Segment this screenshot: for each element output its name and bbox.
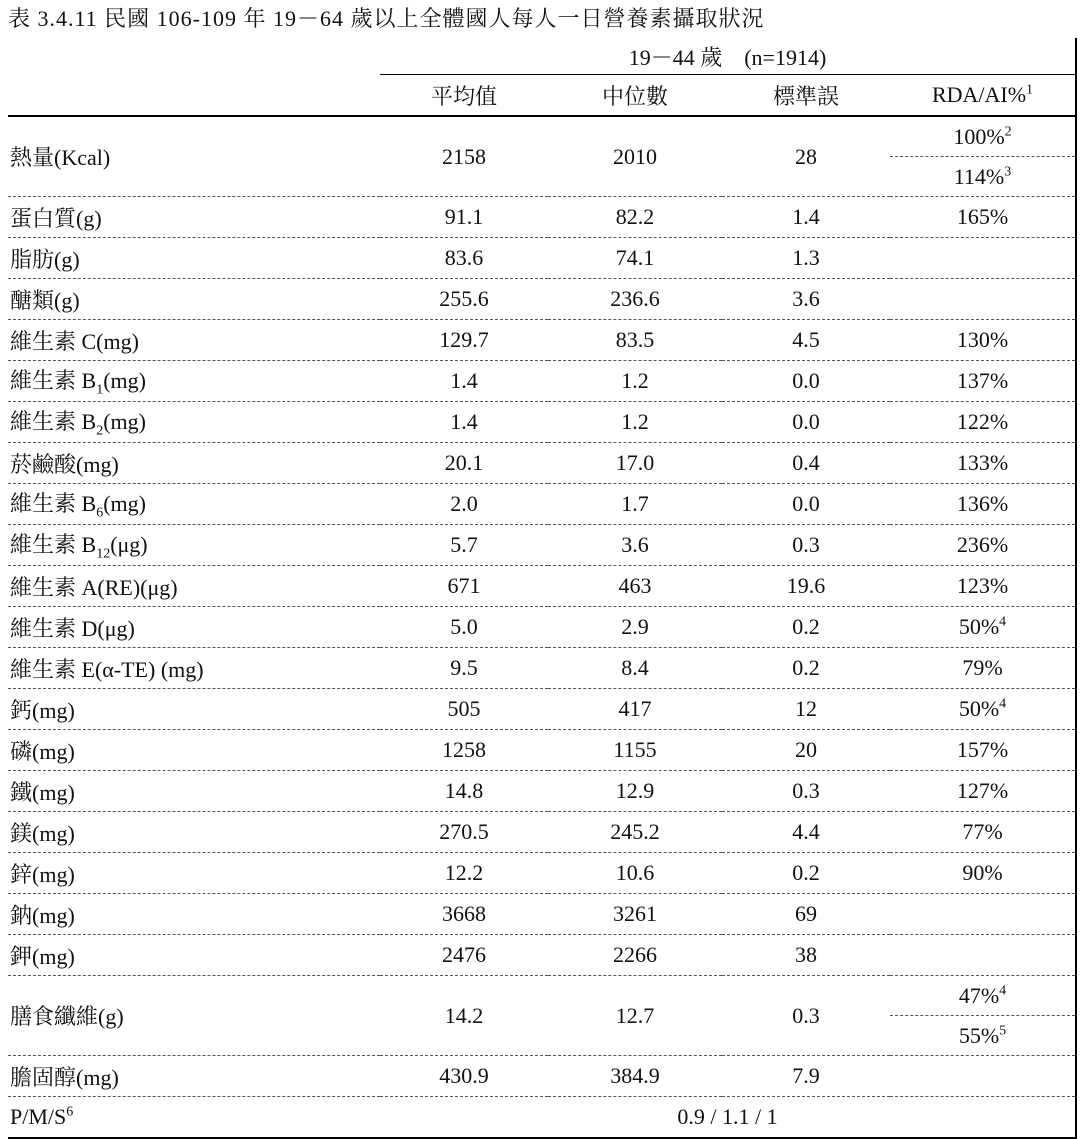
col-rda-header: RDA/AI%$^1$: [890, 75, 1076, 117]
cell-rda: 130%: [890, 320, 1076, 361]
cell-mean: 20.1: [380, 443, 548, 484]
cell-mean: 2.0: [380, 484, 548, 525]
cell-rda: 157%: [890, 730, 1076, 771]
cell-se: 3.6: [722, 279, 890, 320]
row-label: 鋅(mg): [8, 853, 380, 894]
cell-se: 28: [722, 116, 890, 197]
table-row: [8, 935, 1076, 976]
row-label: 鈉(mg): [8, 894, 380, 935]
cell-mean: 671: [380, 566, 548, 607]
cell-rda: [890, 1056, 1076, 1097]
row-label: 鐵(mg): [8, 771, 380, 812]
cell-rda: 79%: [890, 648, 1076, 689]
cell-rda: 90%: [890, 853, 1076, 894]
row-label: 維生素 $B_6(mg)$: [8, 484, 380, 525]
cell-median: 463: [548, 566, 722, 607]
table-row: [8, 320, 1076, 361]
row-label: $P/M/S^6$: [8, 1097, 380, 1139]
row-label: 鈣(mg): [8, 689, 380, 730]
table-row: [8, 361, 1076, 402]
cell-rda: 47%$^4$: [890, 976, 1076, 1016]
cell-median: 417: [548, 689, 722, 730]
cell-se: 0.3: [722, 976, 890, 1056]
cell-median: 2.9: [548, 607, 722, 648]
cell-rda: 127%: [890, 771, 1076, 812]
cell-mean: 12.2: [380, 853, 548, 894]
cell-rda: 137%: [890, 361, 1076, 402]
cell-se: 20: [722, 730, 890, 771]
cell-se: 0.2: [722, 648, 890, 689]
cell-mean: 255.6: [380, 279, 548, 320]
cell-mean: 505: [380, 689, 548, 730]
cell-median: 10.6: [548, 853, 722, 894]
cell-median: 236.6: [548, 279, 722, 320]
cell-se: 4.4: [722, 812, 890, 853]
row-label: 醣類(g): [8, 279, 380, 320]
table-row: [8, 853, 1076, 894]
cell-median: 2010: [548, 116, 722, 197]
table-row: [8, 525, 1076, 566]
cell-median: 3.6: [548, 525, 722, 566]
cell-rda: 77%: [890, 812, 1076, 853]
cell-median: 8.4: [548, 648, 722, 689]
table-row: [8, 1056, 1076, 1097]
cell-rda: 50%$^4$: [890, 607, 1076, 648]
row-label: 維生素 $B_2(mg)$: [8, 402, 380, 443]
table-row: [8, 197, 1076, 238]
cell-mean: 270.5: [380, 812, 548, 853]
cell-se: 7.9: [722, 1056, 890, 1097]
table-row: [8, 607, 1076, 648]
cell-median: 74.1: [548, 238, 722, 279]
cell-se: 38: [722, 935, 890, 976]
cell-se: 0.0: [722, 402, 890, 443]
table-row: [8, 812, 1076, 853]
row-label: 膽固醇(mg): [8, 1056, 380, 1097]
table-row: [8, 484, 1076, 525]
table-row: [8, 648, 1076, 689]
cell-se: 0.3: [722, 771, 890, 812]
cell-rda: 50%$^4$: [890, 689, 1076, 730]
cell-se: 0.2: [722, 607, 890, 648]
cell-mean: 14.8: [380, 771, 548, 812]
cell-se: 0.3: [722, 525, 890, 566]
cell-median: 83.5: [548, 320, 722, 361]
table-row: [8, 689, 1076, 730]
table-row: [8, 894, 1076, 935]
table-row: [8, 443, 1076, 484]
cell-mean: 14.2: [380, 976, 548, 1056]
cell-mean: 129.7: [380, 320, 548, 361]
cell-median: 1.2: [548, 402, 722, 443]
group-header-row: [8, 38, 1076, 75]
nutrient-intake-table: [8, 38, 1077, 1139]
cell-rda: 122%: [890, 402, 1076, 443]
cell-mean: 3668: [380, 894, 548, 935]
cell-mean: 430.9: [380, 1056, 548, 1097]
cell-mean: 1258: [380, 730, 548, 771]
cell-mean: 9.5: [380, 648, 548, 689]
cell-median: 82.2: [548, 197, 722, 238]
cell-median: 384.9: [548, 1056, 722, 1097]
table-row-energy: [8, 116, 1076, 157]
row-label: 維生素 $B_{12}(\mu g)$: [8, 525, 380, 566]
cell-se: 1.3: [722, 238, 890, 279]
cell-rda: [890, 894, 1076, 935]
cell-median: 12.7: [548, 976, 722, 1056]
cell-se: 1.4: [722, 197, 890, 238]
row-label: 維生素 $B_1(mg)$: [8, 361, 380, 402]
cell-rda: [890, 935, 1076, 976]
row-label: 熱量(Kcal): [8, 116, 380, 197]
cell-rda: 236%: [890, 525, 1076, 566]
cell-se: 0.0: [722, 484, 890, 525]
cell-mean: 5.0: [380, 607, 548, 648]
table-row: [8, 402, 1076, 443]
row-label: 維生素 A(RE)(μg): [8, 566, 380, 607]
row-label: 膳食纖維(g): [8, 976, 380, 1056]
pms-value: 0.9 / 1.1 / 1: [380, 1097, 1076, 1139]
cell-mean: 2476: [380, 935, 548, 976]
cell-se: 69: [722, 894, 890, 935]
cell-se: 19.6: [722, 566, 890, 607]
cell-median: 3261: [548, 894, 722, 935]
row-label: 鎂(mg): [8, 812, 380, 853]
cell-rda: [890, 238, 1076, 279]
cell-se: 0.4: [722, 443, 890, 484]
cell-median: 17.0: [548, 443, 722, 484]
cell-rda: 136%: [890, 484, 1076, 525]
cell-mean: 2158: [380, 116, 548, 197]
row-label: 菸鹼酸(mg): [8, 443, 380, 484]
cell-se: 4.5: [722, 320, 890, 361]
row-label: 鉀(mg): [8, 935, 380, 976]
cell-rda: 165%: [890, 197, 1076, 238]
column-header-row: [8, 75, 1076, 117]
cell-mean: 1.4: [380, 361, 548, 402]
cell-median: 1.2: [548, 361, 722, 402]
table-row: [8, 279, 1076, 320]
table-row: [8, 566, 1076, 607]
row-label: 磷(mg): [8, 730, 380, 771]
cell-median: 12.9: [548, 771, 722, 812]
col-mean-header: 平均值: [380, 75, 548, 117]
cell-median: 2266: [548, 935, 722, 976]
cell-se: 0.2: [722, 853, 890, 894]
row-label: 蛋白質(g): [8, 197, 380, 238]
cell-rda: 100%$^2$: [890, 116, 1076, 157]
cell-mean: 5.7: [380, 525, 548, 566]
cell-rda-alt: 55%$^5$: [890, 1016, 1076, 1056]
table-caption: 表 3.4.11 民國 106-109 年 19－64 歲以上全體國人每人一日營養素攝取狀況: [8, 6, 765, 31]
cell-se: 12: [722, 689, 890, 730]
row-label: 維生素 D(μg): [8, 607, 380, 648]
cell-mean: 91.1: [380, 197, 548, 238]
cell-median: 1.7: [548, 484, 722, 525]
row-label: 脂肪(g): [8, 238, 380, 279]
cell-median: 1155: [548, 730, 722, 771]
row-label: 維生素 E(α-TE) (mg): [8, 648, 380, 689]
col-se-header: 標準誤: [722, 75, 890, 117]
cell-median: 245.2: [548, 812, 722, 853]
cell-rda: 133%: [890, 443, 1076, 484]
table-row: [8, 730, 1076, 771]
table-row-pms: [8, 1097, 1076, 1139]
table-row: [8, 238, 1076, 279]
row-label: 維生素 C(mg): [8, 320, 380, 361]
table-row-fiber: [8, 976, 1076, 1016]
cell-rda: 123%: [890, 566, 1076, 607]
col-median-header: 中位數: [548, 75, 722, 117]
cell-mean: 83.6: [380, 238, 548, 279]
cell-mean: 1.4: [380, 402, 548, 443]
table-row: [8, 771, 1076, 812]
cell-rda-alt: 114%$^3$: [890, 157, 1076, 197]
cell-rda: [890, 279, 1076, 320]
age-group-header: 19－44 歲 (n=1914): [380, 38, 1076, 75]
cell-se: 0.0: [722, 361, 890, 402]
